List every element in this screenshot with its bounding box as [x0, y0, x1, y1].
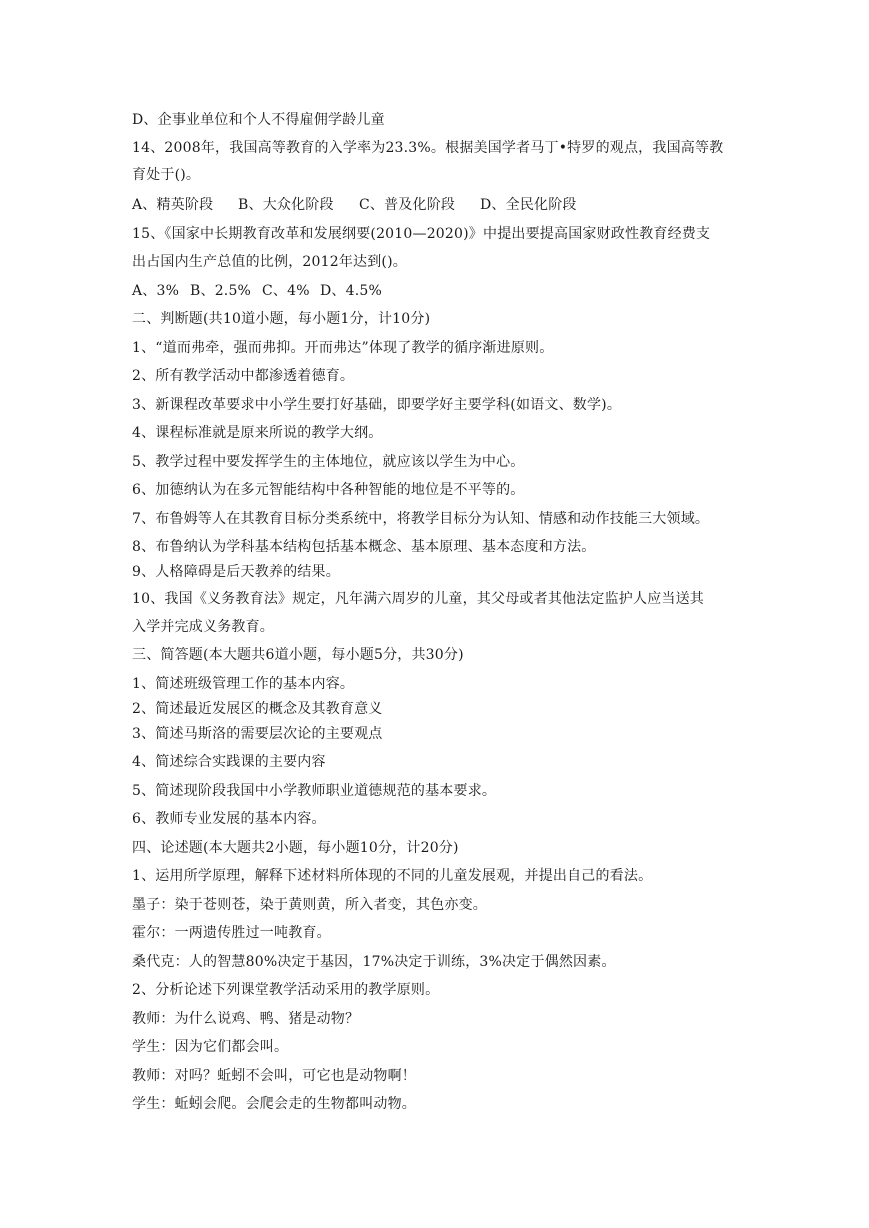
option-b: B、2.5% — [190, 283, 252, 299]
text-line: 入学并完成义务教育。 — [132, 619, 274, 635]
text-line: 5、教学过程中要发挥学生的主体地位，就应该以学生为中心。 — [132, 454, 525, 470]
text-line: 学生：因为它们都会叫。 — [132, 1039, 289, 1055]
q14-options — [132, 196, 577, 214]
option-c: C、普及化阶段 — [359, 197, 456, 213]
text-line: 2、所有教学活动中都渗透着德育。 — [132, 368, 355, 384]
option-d: D、全民化阶段 — [480, 197, 577, 213]
section-heading: 三、简答题(本大题共6道小题，每小题5分，共30分) — [132, 647, 464, 663]
text-line: 2、分析论述下列课堂教学活动采用的教学原则。 — [132, 982, 440, 998]
text-line: 15、《国家中长期教育改革和发展纲要(2010—2020)》中提出要提高国家财政性教育经费支 — [132, 226, 711, 242]
text-line: 7、布鲁姆等人在其教育目标分类系统中，将教学目标分为认知、情感和动作技能三大领域。 — [132, 511, 710, 527]
text-line: 4、简述综合实践课的主要内容 — [132, 754, 326, 770]
text-line: 墨子：染于苍则苍，染于黄则黄，所入者变，其色亦变。 — [132, 897, 487, 913]
section-heading: 二、判断题(共10道小题，每小题1分，计10分) — [132, 311, 431, 327]
text-line: 桑代克：人的智慧80%决定于基因，17%决定于训练，3%决定于偶然因素。 — [132, 954, 616, 970]
text-line: D、企事业单位和个人不得雇佣学龄儿童 — [132, 112, 385, 128]
section-heading: 四、论述题(本大题共2小题，每小题10分，计20分) — [132, 840, 459, 856]
text-line: 9、人格障碍是后天教养的结果。 — [132, 564, 340, 580]
text-line: 出占国内生产总值的比例，2012年达到()。 — [132, 254, 407, 270]
option-a: A、精英阶段 — [132, 197, 214, 213]
text-line: 教师：对吗？蚯蚓不会叫，可它也是动物啊！ — [132, 1068, 416, 1084]
text-line: 育处于()。 — [132, 167, 201, 183]
text-line: 霍尔：一两遗传胜过一吨教育。 — [132, 925, 331, 941]
option-d: D、4.5% — [320, 283, 382, 299]
text-line: 14、2008年，我国高等教育的入学率为23.3%。根据美国学者马丁•特罗的观点，我国高等教 — [132, 140, 724, 156]
text-line: 6、教师专业发展的基本内容。 — [132, 811, 326, 827]
text-line: 学生：蚯蚓会爬。会爬会走的生物都叫动物。 — [132, 1096, 416, 1112]
text-line: 3、新课程改革要求中小学生要打好基础，即要学好主要学科(如语文、数学)。 — [132, 397, 622, 413]
option-b: B、大众化阶段 — [238, 197, 334, 213]
text-line: 8、布鲁纳认为学科基本结构包括基本概念、基本原理、基本态度和方法。 — [132, 539, 596, 555]
text-line: 6、加德纳认为在多元智能结构中各种智能的地位是不平等的。 — [132, 482, 525, 498]
option-a: A、3% — [132, 283, 180, 299]
text-line: 1、“道而弗牵，强而弗抑。开而弗达”体现了教学的循序渐进原则。 — [132, 340, 554, 356]
q15-options — [132, 282, 382, 300]
text-line: 4、课程标准就是原来所说的教学大纲。 — [132, 425, 383, 441]
text-line: 10、我国《义务教育法》规定，凡年满六周岁的儿童，其父母或者其他法定监护人应当送其 — [132, 591, 705, 607]
text-line: 1、运用所学原理，解释下述材料所体现的不同的儿童发展观，并提出自己的看法。 — [132, 868, 653, 884]
text-line: 3、简述马斯洛的需要层次论的主要观点 — [132, 726, 383, 742]
option-c: C、4% — [262, 283, 310, 299]
text-line: 2、简述最近发展区的概念及其教育意义 — [132, 701, 383, 717]
text-line: 1、简述班级管理工作的基本内容。 — [132, 676, 355, 692]
text-line: 5、简述现阶段我国中小学教师职业道德规范的基本要求。 — [132, 783, 497, 799]
text-line: 教师：为什么说鸡、鸭、猪是动物？ — [132, 1011, 360, 1027]
